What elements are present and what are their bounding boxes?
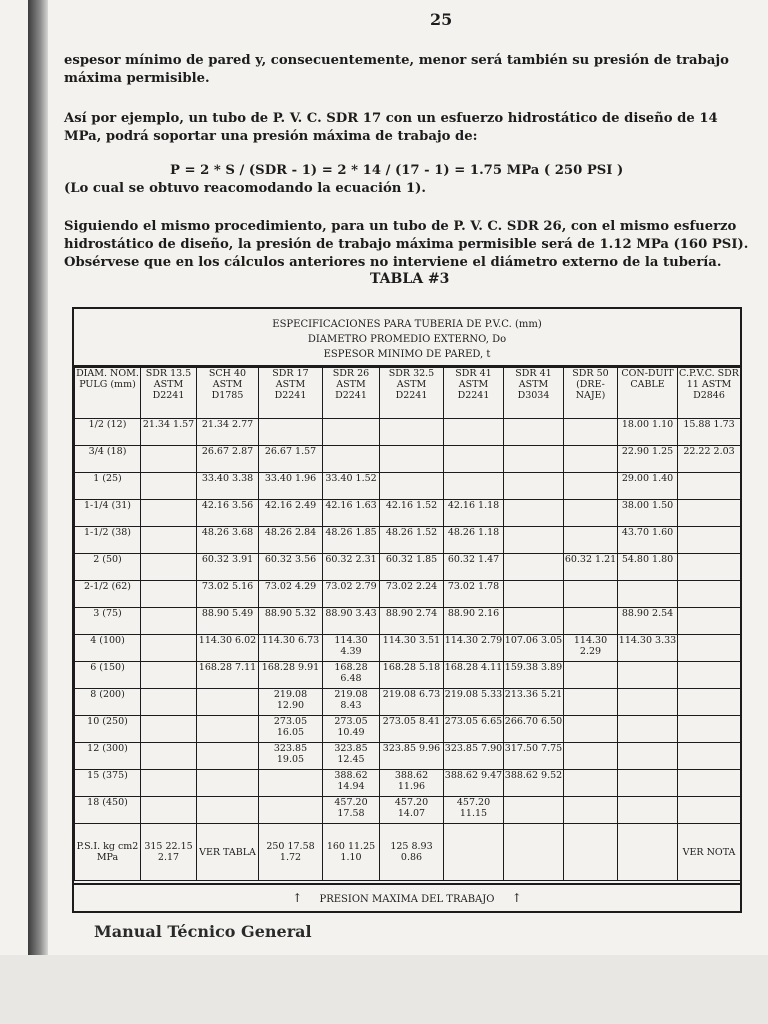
table-cell: 21.34 2.77 [197,419,259,446]
column-header: DIAM. NOM. PULG (mm) [75,368,141,419]
table-title: TABLA #3 [370,271,450,287]
table-cell [323,419,380,446]
table-cell [380,473,444,500]
table-heading-line-1: ESPECIFICACIONES PARA TUBERIA DE P.V.C. (mm) [272,319,542,330]
table-cell: 42.16 3.56 [197,500,259,527]
table-heading-line-3: ESPESOR MINIMO DE PARED, t [323,349,491,360]
table-cell [504,608,564,635]
table-cell: 88.90 5.32 [259,608,323,635]
table-cell: 114.30 3.51 [380,635,444,662]
column-header: SDR 41 ASTM D3034 [504,368,564,419]
table-cell [141,581,197,608]
table-cell [678,689,741,716]
table-cell: 22.22 2.03 [678,446,741,473]
column-header: SDR 41 ASTM D2241 [444,368,504,419]
table-footer-label: PRESION MAXIMA DEL TRABAJO [319,894,495,905]
table-cell [678,635,741,662]
diameter-cell: 18 (450) [75,797,141,824]
table-row [75,500,741,527]
table-cell [678,473,741,500]
table-cell: 26.67 2.87 [197,446,259,473]
up-arrow-icon: ↑ [511,891,522,905]
diameter-cell: 1 (25) [75,473,141,500]
table-cell [678,797,741,824]
pressure-cell: 315 22.15 2.17 [141,824,197,881]
table-cell: 42.16 1.63 [323,500,380,527]
table-cell: 60.32 2.31 [323,554,380,581]
table-cell [141,446,197,473]
table-cell: 21.34 1.57 [141,419,197,446]
column-header: SDR 17 ASTM D2241 [259,368,323,419]
book-binding-shadow [28,0,48,960]
diameter-cell: 15 (375) [75,770,141,797]
table-cell [141,527,197,554]
table-body [75,419,741,881]
table-cell [444,419,504,446]
table-cell: 168.28 7.11 [197,662,259,689]
pressure-cell: VER TABLA [197,824,259,881]
table-cell [504,581,564,608]
diameter-cell: 4 (100) [75,635,141,662]
table-cell [141,635,197,662]
table-cell: 219.08 12.90 [259,689,323,716]
pressure-equation: P = 2 * S / (SDR - 1) = 2 * 14 / (17 - 1) = 1.75 MPa ( 250 PSI ) [170,163,624,178]
table-cell [197,716,259,743]
table-cell [197,770,259,797]
table-cell: 388.62 9.52 [504,770,564,797]
table-cell [618,716,678,743]
table-row [75,689,741,716]
table-cell: 60.32 1.47 [444,554,504,581]
table-cell [564,689,618,716]
pressure-cell: 250 17.58 1.72 [259,824,323,881]
table-cell: 48.26 1.52 [380,527,444,554]
table-row [75,662,741,689]
table-cell [564,716,618,743]
column-header: SCH 40 ASTM D1785 [197,368,259,419]
table-row [75,635,741,662]
table-cell [564,500,618,527]
table-cell [678,716,741,743]
table-cell: 26.67 1.57 [259,446,323,473]
table-cell: 88.90 2.54 [618,608,678,635]
diameter-cell: 2-1/2 (62) [75,581,141,608]
table-cell [678,581,741,608]
diameter-cell: 2 (50) [75,554,141,581]
table-row [75,797,741,824]
table-cell: 43.70 1.60 [618,527,678,554]
table-cell [504,446,564,473]
pressure-cell: 160 11.25 1.10 [323,824,380,881]
table-cell [444,446,504,473]
table-cell [564,797,618,824]
table-cell: 73.02 4.29 [259,581,323,608]
table-cell: 48.26 3.68 [197,527,259,554]
column-header: CON-DUIT CABLE [618,368,678,419]
table-cell [141,770,197,797]
table-cell: 219.08 6.73 [380,689,444,716]
table-cell [504,473,564,500]
table-cell [504,419,564,446]
table-footer-row [74,883,740,911]
table-cell: 168.28 4.11 [444,662,504,689]
pressure-cell [444,824,504,881]
table-cell: 114.30 3.33 [618,635,678,662]
table-cell: 219.08 8.43 [323,689,380,716]
table-cell [564,662,618,689]
table-cell [678,554,741,581]
table-cell [678,608,741,635]
table-cell: 323.85 12.45 [323,743,380,770]
table-cell [678,527,741,554]
table-cell [444,473,504,500]
table-cell [259,419,323,446]
table-cell [618,581,678,608]
table-cell [678,743,741,770]
table-cell: 42.16 2.49 [259,500,323,527]
diameter-cell: 8 (200) [75,689,141,716]
table-cell [678,662,741,689]
table-cell [197,689,259,716]
table-row [75,554,741,581]
table-cell: 213.36 5.21 [504,689,564,716]
table-cell: 73.02 1.78 [444,581,504,608]
table-cell: 42.16 1.18 [444,500,504,527]
table-cell: 60.32 3.56 [259,554,323,581]
table-row [75,527,741,554]
table-cell: 48.26 2.84 [259,527,323,554]
pressure-cell: VER NOTA [678,824,741,881]
diameter-cell: 3/4 (18) [75,446,141,473]
table-cell: 48.26 1.85 [323,527,380,554]
table-cell: 168.28 6.48 [323,662,380,689]
table-cell [141,689,197,716]
table-cell: 168.28 9.91 [259,662,323,689]
table-cell [618,743,678,770]
pressure-units-cell: P.S.I. kg cm2 MPa [75,824,141,881]
table-cell: 114.30 4.39 [323,635,380,662]
table-cell: 33.40 3.38 [197,473,259,500]
table-cell [618,797,678,824]
table-row [75,608,741,635]
table-cell [380,446,444,473]
table-cell [141,500,197,527]
table-cell: 88.90 5.49 [197,608,259,635]
table-cell [197,797,259,824]
column-header: SDR 26 ASTM D2241 [323,368,380,419]
table-heading-line-2: DIAMETRO PROMEDIO EXTERNO, Do [307,334,507,345]
table-cell: 15.88 1.73 [678,419,741,446]
table-cell: 88.90 2.74 [380,608,444,635]
spec-table [74,367,741,881]
table-cell [564,446,618,473]
table-row [75,446,741,473]
table-cell [141,608,197,635]
table-row [75,581,741,608]
table-cell: 73.02 2.24 [380,581,444,608]
pressure-cell: 125 8.93 0.86 [380,824,444,881]
table-cell [618,770,678,797]
table-cell: 168.28 5.18 [380,662,444,689]
table-cell: 388.62 9.47 [444,770,504,797]
table-cell: 88.90 2.16 [444,608,504,635]
table-cell [618,689,678,716]
table-cell [564,419,618,446]
table-cell: 159.38 3.89 [504,662,564,689]
table-cell [141,473,197,500]
paragraph-2: Así por ejemplo, un tubo de P. V. C. SDR 17 con un esfuerzo hidrostático de diseño de 14 MPa, podrá soportar una presión máxima de trabajo de: [64,111,718,144]
table-cell: 457.20 11.15 [444,797,504,824]
table-cell: 60.32 1.21 [564,554,618,581]
pressure-row [75,824,741,881]
pressure-cell [564,824,618,881]
table-cell [141,716,197,743]
table-cell [504,554,564,581]
table-cell [323,446,380,473]
table-cell: 48.26 1.18 [444,527,504,554]
table-cell [504,527,564,554]
table-cell [504,797,564,824]
table-row [75,473,741,500]
table-cell: 266.70 6.50 [504,716,564,743]
table-cell: 388.62 14.94 [323,770,380,797]
table-cell [259,797,323,824]
table-cell: 29.00 1.40 [618,473,678,500]
table-cell: 388.62 11.96 [380,770,444,797]
table-cell [380,419,444,446]
table-cell: 457.20 14.07 [380,797,444,824]
table-cell: 273.05 10.49 [323,716,380,743]
table-cell: 114.30 2.79 [444,635,504,662]
pressure-cell [504,824,564,881]
table-cell [564,527,618,554]
table-cell: 273.05 8.41 [380,716,444,743]
table-cell: 73.02 5.16 [197,581,259,608]
up-arrow-icon: ↑ [292,891,303,905]
page-number: 25 [430,10,453,29]
table-cell [141,797,197,824]
table-cell: 273.05 16.05 [259,716,323,743]
table-cell [504,500,564,527]
page-bottom-margin [0,955,768,1024]
table-cell: 114.30 6.02 [197,635,259,662]
pressure-cell [618,824,678,881]
table-cell: 33.40 1.52 [323,473,380,500]
table-row [75,419,741,446]
table-cell: 323.85 19.05 [259,743,323,770]
table-cell: 457.20 17.58 [323,797,380,824]
diameter-cell: 3 (75) [75,608,141,635]
table-cell: 107.06 3.05 [504,635,564,662]
table-row [75,743,741,770]
table-cell [564,743,618,770]
table-cell [141,662,197,689]
table-cell [141,743,197,770]
table-row [75,716,741,743]
paragraph-3: (Lo cual se obtuvo reacomodando la ecuación 1). [64,181,426,196]
table-cell: 33.40 1.96 [259,473,323,500]
table-cell [618,662,678,689]
table-cell: 73.02 2.79 [323,581,380,608]
diameter-cell: 6 (150) [75,662,141,689]
column-header: C.P.V.C. SDR 11 ASTM D2846 [678,368,741,419]
table-cell: 114.30 6.73 [259,635,323,662]
paragraph-1: espesor mínimo de pared y, consecuentemente, menor será también su presión de trabajo máxima permisible. [64,53,729,86]
paragraph-4: Siguiendo el mismo procedimiento, para un tubo de P. V. C. SDR 26, con el mismo esfuerzo hidrostático de diseño, la presión de trabajo máxima permisible será de 1.12 MPa (160 PSI). Obsérvese que en los cálculos anteriores no interviene el diámetro externo de la tubería. [64,219,749,270]
diameter-cell: 1-1/4 (31) [75,500,141,527]
table-cell: 323.85 9.96 [380,743,444,770]
table-row [75,770,741,797]
column-header: SDR 50 (DRE-NAJE) [564,368,618,419]
diameter-cell: 12 (300) [75,743,141,770]
table-cell [564,608,618,635]
table-cell [564,473,618,500]
table-cell: 38.00 1.50 [618,500,678,527]
table-cell: 60.32 1.85 [380,554,444,581]
table-cell: 114.30 2.29 [564,635,618,662]
table-header-row [75,368,741,419]
table-cell [197,743,259,770]
diameter-cell: 1-1/2 (38) [75,527,141,554]
table-cell [678,500,741,527]
table-cell: 42.16 1.52 [380,500,444,527]
column-header: SDR 32.5 ASTM D2241 [380,368,444,419]
table-heading [74,309,740,367]
table-cell: 54.80 1.80 [618,554,678,581]
spec-table-box [72,307,742,913]
table-cell: 60.32 3.91 [197,554,259,581]
table-cell [564,581,618,608]
column-header: SDR 13.5 ASTM D2241 [141,368,197,419]
table-cell: 18.00 1.10 [618,419,678,446]
table-cell: 22.90 1.25 [618,446,678,473]
table-cell [678,770,741,797]
table-cell: 273.05 6.65 [444,716,504,743]
diameter-cell: 10 (250) [75,716,141,743]
table-cell: 88.90 3.43 [323,608,380,635]
table-cell [564,770,618,797]
diameter-cell: 1/2 (12) [75,419,141,446]
table-cell [259,770,323,797]
table-cell: 323.85 7.90 [444,743,504,770]
manual-footer: Manual Técnico General [94,922,312,941]
table-cell: 219.08 5.33 [444,689,504,716]
table-cell: 317.50 7.75 [504,743,564,770]
table-cell [141,554,197,581]
